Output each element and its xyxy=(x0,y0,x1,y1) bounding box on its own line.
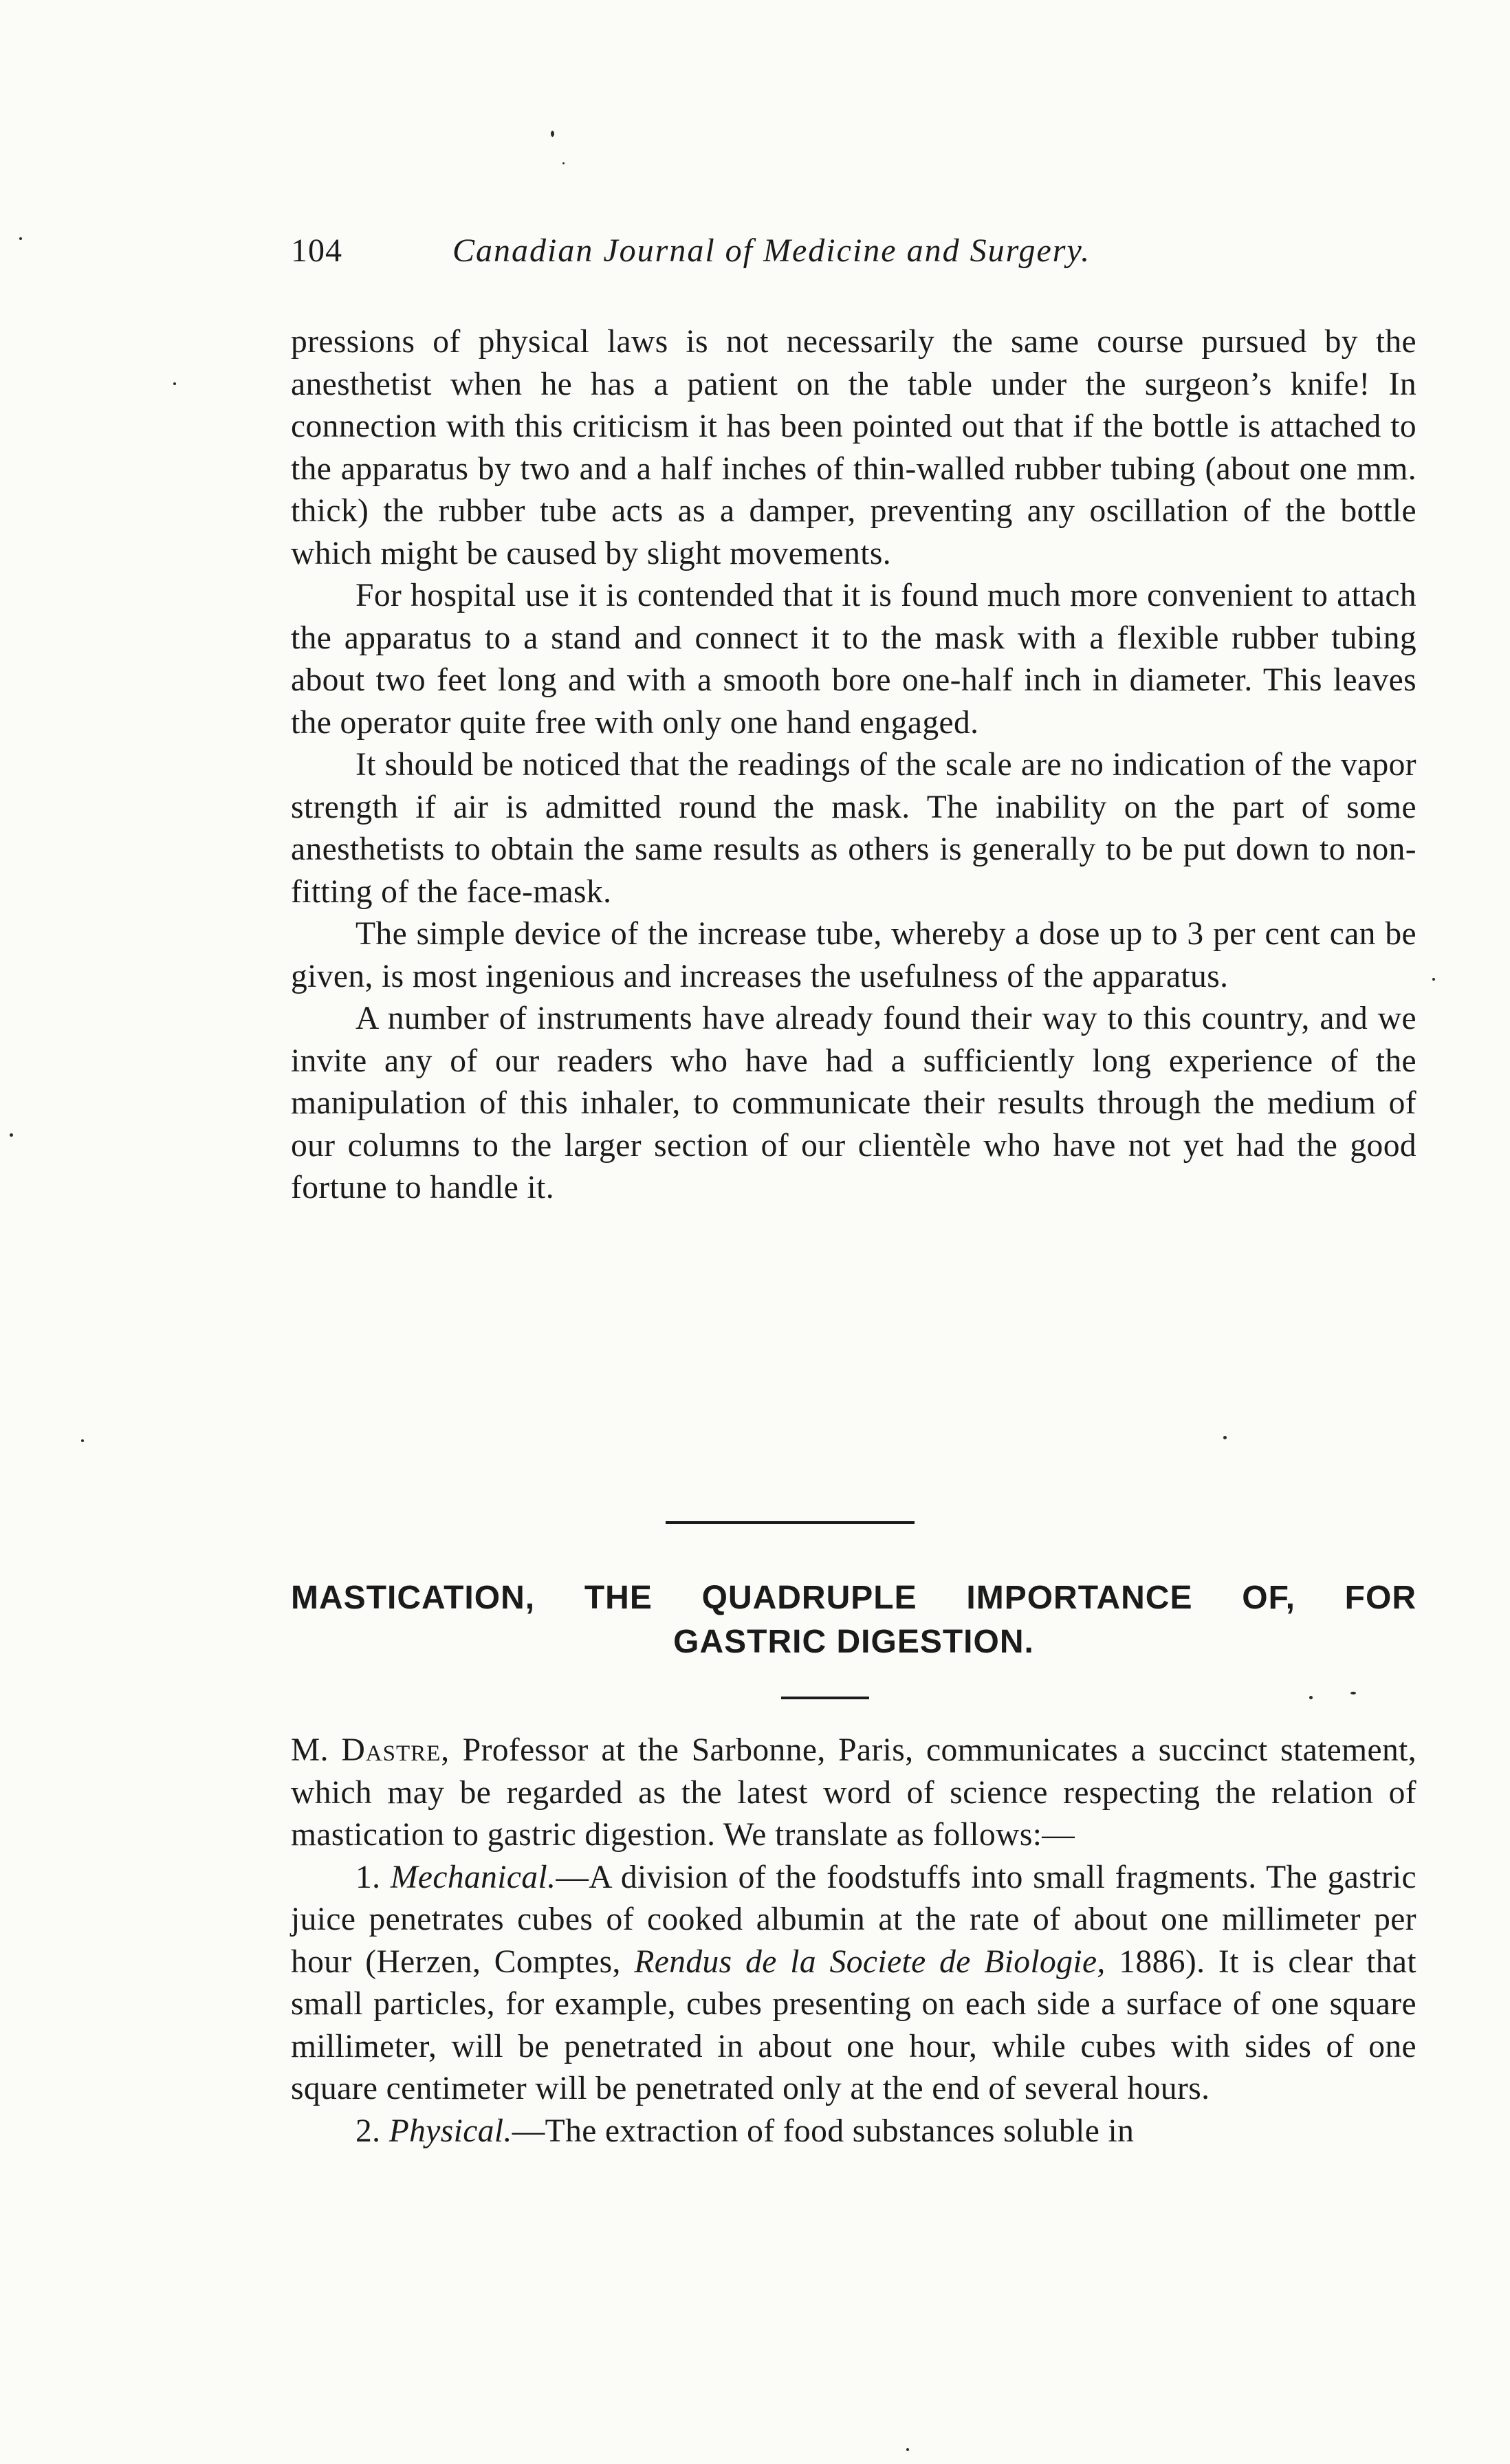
paragraph: A number of instruments have already found their way to this country, and we invite any of our readers who have had a sufficiently long experience of the manipulation of this inhaler, to communicate their results through the medium of our columns to the larger section of our clientèle who have not yet had the good fortune to handle it. xyxy=(291,1001,1416,1206)
article-body xyxy=(291,1730,1416,2152)
article-title xyxy=(291,1576,1416,1664)
print-speck xyxy=(173,382,176,385)
point-text: —The extraction of food substances soluble in xyxy=(512,2113,1135,2149)
print-speck xyxy=(1432,978,1435,981)
print-speck xyxy=(81,1439,84,1442)
continued-article-text xyxy=(291,321,1416,1210)
point-text: —A division of the foodstuffs into small fragments. The gastric juice penetrates cubes of cooked albumin at the rate of about one millimeter per hour (Herzen, Comptes, xyxy=(291,1859,1416,1980)
print-speck xyxy=(906,2448,909,2451)
paragraph: pressions of physical laws is not necessarily the same course pursued by the anesthetist when he has a patient on the table under the surgeon’s knife! In connection with this criticism it has been pointed out that if the bottle is attached to the apparatus by two and a half inches of thin-walled rubber tubing (about one mm. thick) the rubber tube acts as a damper, preventing any oscillation of the bottle which might be caused by slight movements. xyxy=(291,324,1416,571)
print-speck xyxy=(19,237,22,240)
print-speck xyxy=(1350,1692,1356,1694)
print-speck xyxy=(562,162,565,164)
point-text: 1886). It is clear that small particles, for example, cubes presenting on each side a surface of one square millimeter, will be penetrated in about one hour, while cubes with sides of one square centimeter will be penetrated only at the end of several hours. xyxy=(291,1943,1416,2106)
point-number: 1. xyxy=(355,1859,381,1895)
paragraph: The simple device of the increase tube, whereby a dose up to 3 per cent can be given, is most ingenious and increases the usefulness of the apparatus. xyxy=(291,916,1416,994)
point-heading: Physical. xyxy=(389,2113,512,2149)
print-speck xyxy=(1309,1696,1313,1699)
article-title-line: MASTICATION, THE QUADRUPLE IMPORTANCE OF, FOR xyxy=(291,1580,1416,1616)
print-speck xyxy=(1223,1436,1227,1439)
point-number: 2. xyxy=(355,2113,381,2149)
page-number: 104 xyxy=(291,232,342,269)
print-speck xyxy=(551,131,554,137)
author-initial: M. xyxy=(291,1732,329,1768)
print-speck xyxy=(10,1133,13,1137)
point-paragraph xyxy=(291,1857,1416,2111)
point-paragraph xyxy=(291,2111,1416,2153)
article-title-line: GASTRIC DIGESTION. xyxy=(673,1624,1034,1660)
section-divider-rule xyxy=(666,1521,915,1524)
point-heading: Mechanical. xyxy=(390,1859,556,1895)
paragraph: It should be noticed that the readings of the scale are no indication of the vapor strength if air is admitted round the mask. The inability on the part of some anesthetists to obtain the same results as others is generally to be put down to non-fitting of the face-mask. xyxy=(291,747,1416,910)
paragraph: For hospital use it is contended that it is found much more convenient to attach the apparatus to a stand and connect it to the mask with a flexible rubber tubing about two feet long and with a smooth bore one-half inch in diameter. This leaves the operator quite free with only one hand engaged. xyxy=(291,578,1416,741)
citation: Rendus de la Societe de Biologie, xyxy=(634,1943,1106,1980)
intro-paragraph xyxy=(291,1730,1416,1857)
journal-title: Canadian Journal of Medicine and Surgery. xyxy=(452,232,1091,269)
author-name: Dastre, xyxy=(341,1732,450,1768)
intro-text: Professor at the Sarbonne, Paris, communicates a succinct statement, which may be regarded as the latest word of science respecting the relation of mastication to gastric digestion. We translate as follows:— xyxy=(291,1732,1417,1853)
title-underline-rule xyxy=(781,1697,869,1699)
running-header xyxy=(291,223,1425,279)
